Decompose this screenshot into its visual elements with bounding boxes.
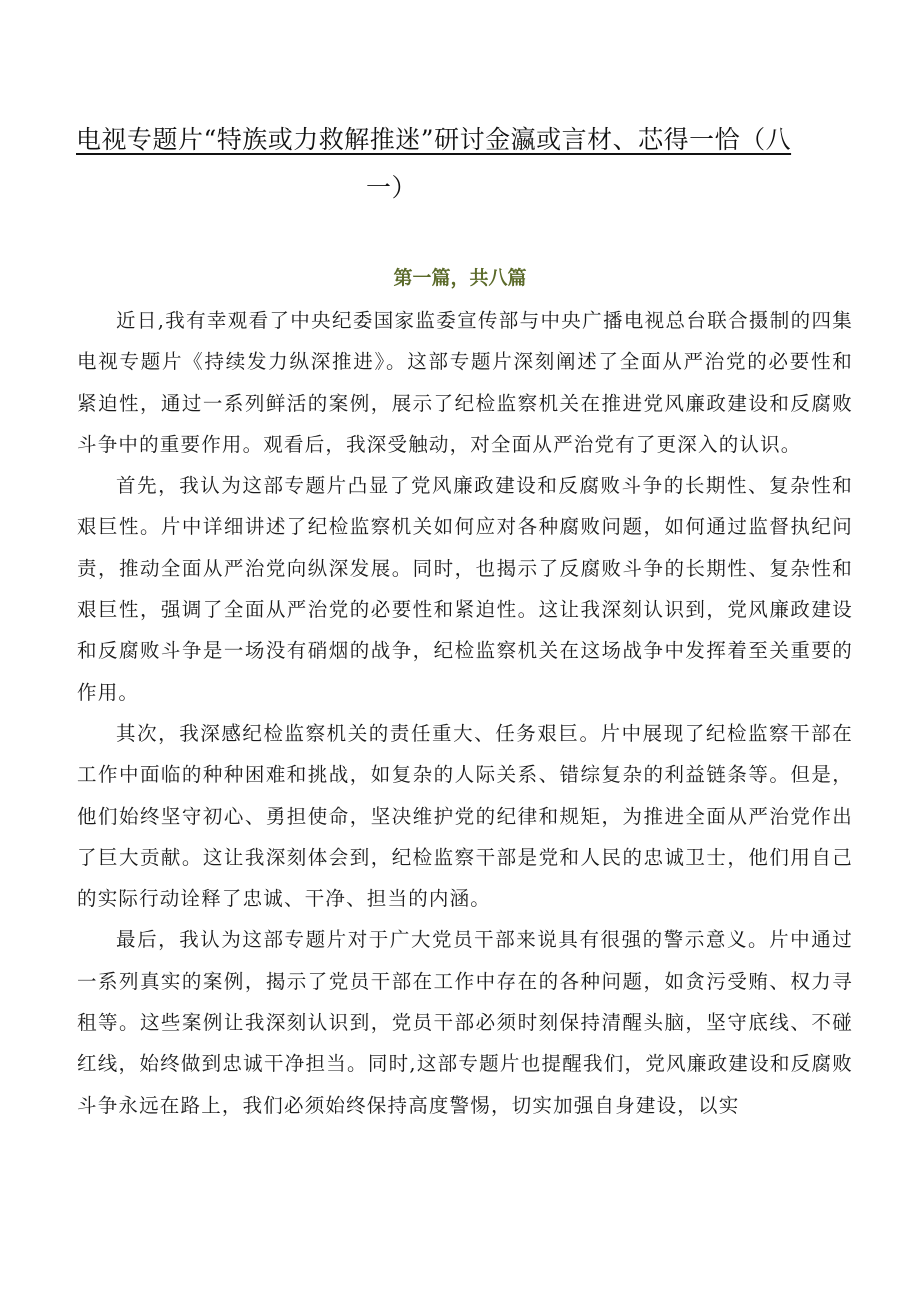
section-heading: 第一篇，共八篇: [393, 267, 527, 289]
title-line-1: 电视专题片“特族或力救解推迷”研讨金瀛或言材、芯得一恰（八: [76, 125, 792, 154]
paragraph-1: 近日,我有幸观看了中央纪委国家监委宣传部与中央广播电视总台联合摄制的四集电视专题片《持续发力纵深推进》。这部专题片深刻阐述了全面从严治党的必要性和紧迫性，通过一系列鲜活的案例，展示了纪检监察机关在推进党风廉政建设和反腐败斗争中的重要作用。观看后，我深受触动，对全面从严治党有了更深入的认识。: [77, 309, 853, 456]
body-text: [77, 300, 853, 1126]
paragraph-3: 其次，我深感纪检监察机关的责任重大、任务艰巨。片中展现了纪检监察干部在工作中面临的种种困难和挑战，如复杂的人际关系、错综复杂的利益链条等。但是，他们始终坚守初心、勇担使命，坚决维护党的纪律和规矩，为推进全面从严治党作出了巨大贡献。这让我深刻体会到，纪检监察干部是党和人民的忠诚卫士，他们用自己的实际行动诠释了忠诚、干净、担当的内涵。: [77, 721, 853, 911]
title-line-2: 一）: [366, 173, 418, 202]
document-title: [76, 116, 856, 212]
paragraph-2: 首先，我认为这部专题片凸显了党风廉政建设和反腐败斗争的长期性、复杂性和艰巨性。片中详细讲述了纪检监察机关如何应对各种腐败问题，如何通过监督执纪问责，推动全面从严治党向纵深发展。同时，也揭示了反腐败斗争的长期性、复杂性和艰巨性，强调了全面从严治党的必要性和紧迫性。这让我深刻认识到，党风廉政建设和反腐败斗争是一场没有硝烟的战争，纪检监察机关在这场战争中发挥着至关重要的作用。: [77, 474, 853, 704]
paragraph-4: 最后，我认为这部专题片对于广大党员干部来说具有很强的警示意义。片中通过一系列真实的案例，揭示了党员干部在工作中存在的各种问题，如贪污受贿、权力寻租等。这些案例让我深刻认识到，党员干部必须时刻保持清醒头脑，坚守底线、不碰红线，始终做到忠诚干净担当。同时,这部专题片也提醒我们，党风廉政建设和反腐败斗争永远在路上，我们必须始终保持高度警惕，切实加强自身建设，以实: [77, 928, 853, 1117]
